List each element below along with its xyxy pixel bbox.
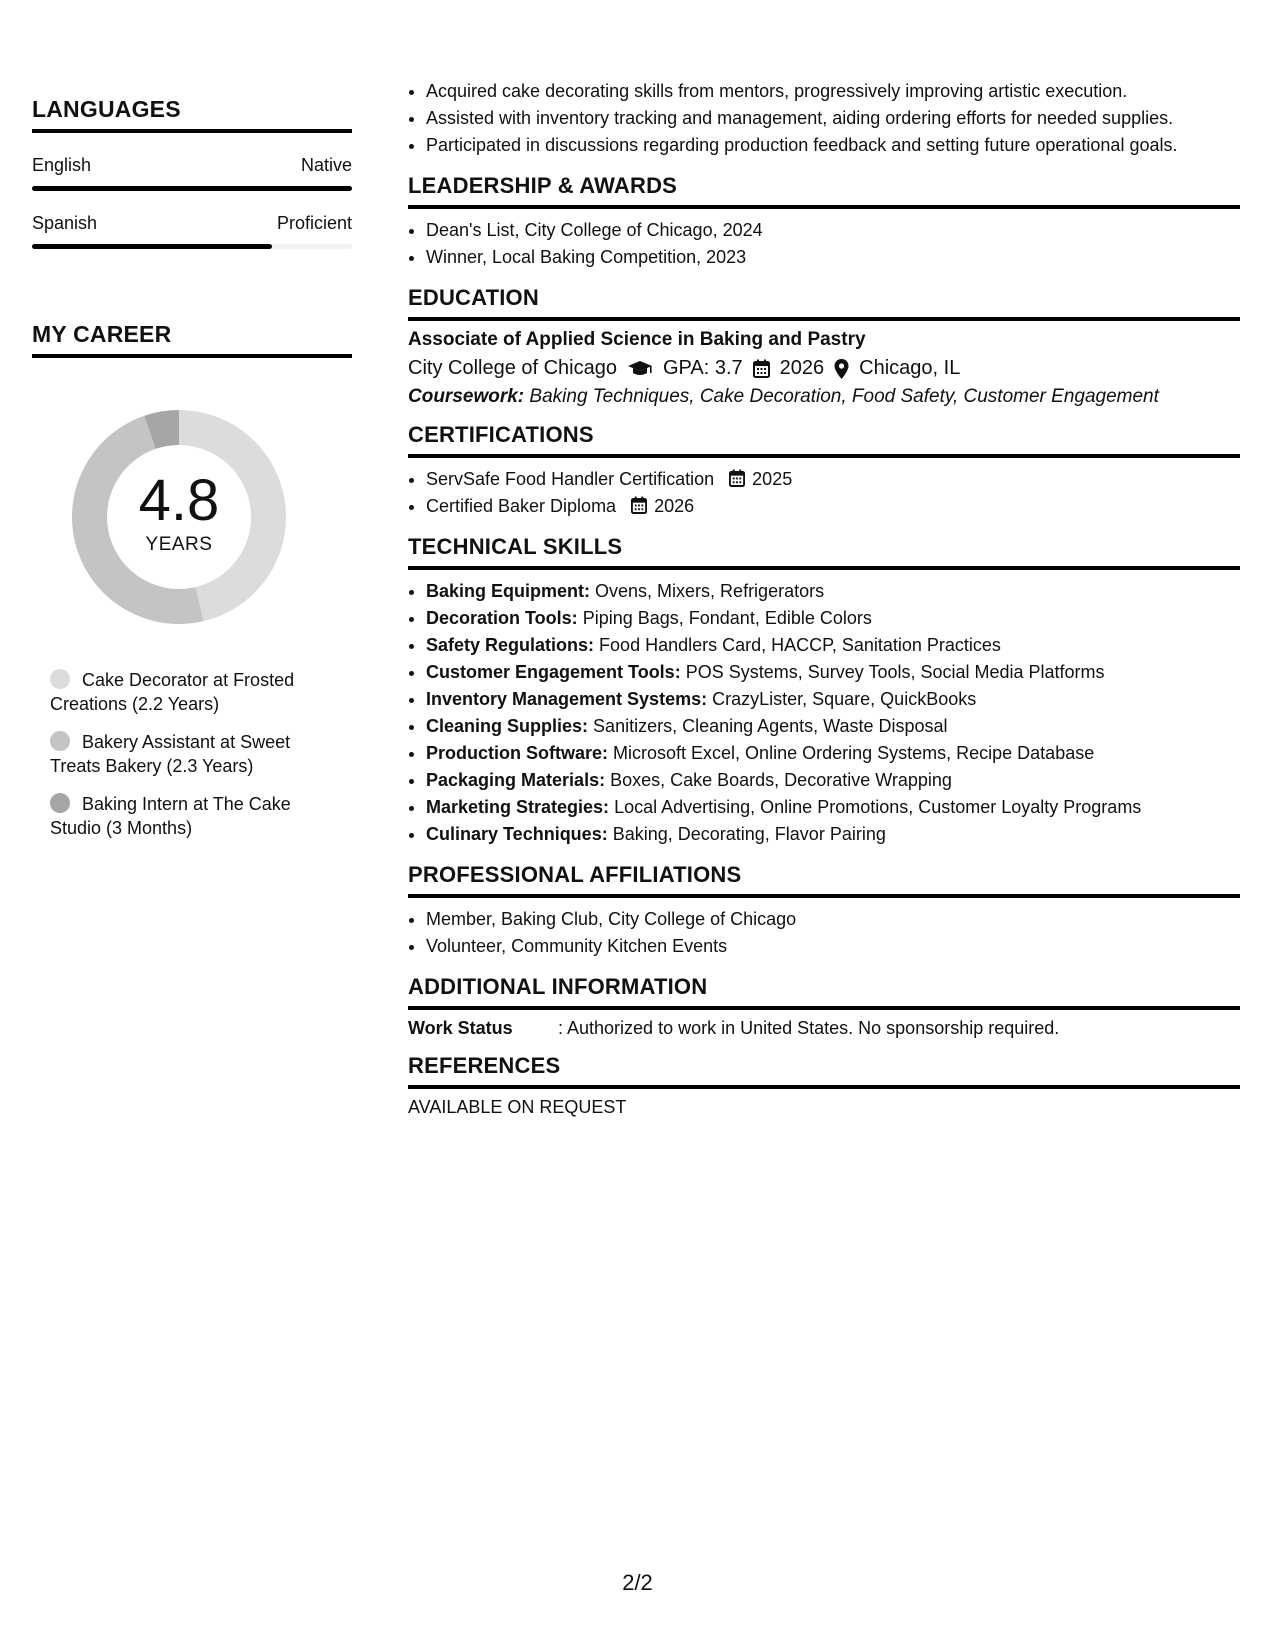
language-bar-fill xyxy=(32,186,352,191)
skill-value: Baking, Decorating, Flavor Pairing xyxy=(612,824,886,844)
skill-label: Decoration Tools: xyxy=(426,608,578,628)
education-gpa: GPA: 3.7 xyxy=(663,357,743,379)
coursework-label: Coursework: xyxy=(408,386,525,407)
work-status-value: : Authorized to work in United States. No sponsorship required. xyxy=(558,1018,1060,1038)
career-legend-item xyxy=(50,668,320,716)
language-item-spanish xyxy=(32,213,352,249)
education-details xyxy=(408,357,1240,380)
certification-name: Certified Baker Diploma xyxy=(426,496,617,516)
language-item-english xyxy=(32,155,352,191)
list-item: • Acquired cake decorating skills from mentors, progressively improving artistic execution. xyxy=(426,78,1240,105)
career-donut-chart xyxy=(64,402,294,632)
certification-year: 2026 xyxy=(654,496,695,516)
skill-label: Marketing Strategies: xyxy=(426,797,610,817)
list-item xyxy=(426,466,1240,493)
list-item: • Participated in discussions regarding production feedback and setting future operational goals. xyxy=(426,132,1240,159)
list-item xyxy=(426,493,1240,520)
skill-value: Ovens, Mixers, Refrigerators xyxy=(595,581,825,601)
skill-item xyxy=(426,578,1240,605)
education-year: 2026 xyxy=(779,357,825,379)
skill-item xyxy=(426,659,1240,686)
career-total-value: 4.8 xyxy=(138,468,220,533)
certifications-title: CERTIFICATIONS xyxy=(408,422,1240,458)
skill-item xyxy=(426,794,1240,821)
work-status-label: Work Status xyxy=(408,1018,513,1038)
list-item: • Winner, Local Baking Competition, 2023 xyxy=(426,244,1240,271)
skill-value: Local Advertising, Online Promotions, Customer Loyalty Programs xyxy=(614,797,1142,817)
language-level: Native xyxy=(300,155,352,175)
skill-item xyxy=(426,713,1240,740)
affiliations-list xyxy=(408,906,1240,960)
skill-value: CrazyLister, Square, QuickBooks xyxy=(712,689,977,709)
certification-year: 2025 xyxy=(752,469,793,489)
language-bar xyxy=(32,186,352,191)
education-title: EDUCATION xyxy=(408,285,1240,321)
page-number: 2/2 xyxy=(622,1570,653,1595)
location-pin-icon xyxy=(834,359,849,379)
language-level: Proficient xyxy=(276,213,352,233)
calendar-icon xyxy=(729,469,745,487)
right-column xyxy=(408,78,1240,1118)
skill-label: Customer Engagement Tools: xyxy=(426,662,681,682)
language-name: Spanish xyxy=(32,213,98,233)
leadership-title: LEADERSHIP & AWARDS xyxy=(408,173,1240,209)
calendar-icon xyxy=(631,496,647,514)
language-bar-fill xyxy=(32,244,272,249)
legend-dot xyxy=(50,793,70,813)
skill-label: Culinary Techniques: xyxy=(426,824,608,844)
skill-item xyxy=(426,821,1240,848)
languages-title: LANGUAGES xyxy=(32,96,352,133)
career-title: MY CAREER xyxy=(32,321,352,358)
skill-value: Microsoft Excel, Online Ordering Systems, Recipe Database xyxy=(613,743,1095,763)
skill-label: Packaging Materials: xyxy=(426,770,606,790)
left-column xyxy=(32,96,352,854)
career-legend-item xyxy=(50,792,320,840)
list-item: • Member, Baking Club, City College of Chicago xyxy=(426,906,1240,933)
skill-item xyxy=(426,605,1240,632)
references-text: AVAILABLE ON REQUEST xyxy=(408,1097,627,1117)
skill-label: Cleaning Supplies: xyxy=(426,716,589,736)
legend-dot xyxy=(50,669,70,689)
career-legend-item xyxy=(50,730,320,778)
skill-label: Production Software: xyxy=(426,743,609,763)
affiliations-title: PROFESSIONAL AFFILIATIONS xyxy=(408,862,1240,898)
list-item: • Assisted with inventory tracking and management, aiding ordering efforts for needed supplies. xyxy=(426,105,1240,132)
graduation-cap-icon xyxy=(627,360,653,378)
skill-value: POS Systems, Survey Tools, Social Media Platforms xyxy=(685,662,1105,682)
skill-label: Baking Equipment: xyxy=(426,581,591,601)
additional-info-title: ADDITIONAL INFORMATION xyxy=(408,974,1240,1010)
legend-dot xyxy=(50,731,70,751)
education-coursework xyxy=(408,386,1240,408)
experience-bullets xyxy=(408,78,1240,159)
skill-item xyxy=(426,632,1240,659)
skill-value: Piping Bags, Fondant, Edible Colors xyxy=(582,608,872,628)
skill-item xyxy=(426,767,1240,794)
skill-item xyxy=(426,686,1240,713)
legend-label: Bakery Assistant at Sweet Treats Bakery (2.3 Years) xyxy=(50,732,291,776)
list-item: • Volunteer, Community Kitchen Events xyxy=(426,933,1240,960)
language-bar xyxy=(32,244,352,249)
list-item: • Dean's List, City College of Chicago, 2024 xyxy=(426,217,1240,244)
skills-list xyxy=(408,578,1240,848)
certifications-list xyxy=(408,466,1240,520)
skill-label: Safety Regulations: xyxy=(426,635,595,655)
career-total-unit: YEARS xyxy=(145,534,213,555)
calendar-icon xyxy=(753,359,770,378)
skills-title: TECHNICAL SKILLS xyxy=(408,534,1240,570)
skill-value: Sanitizers, Cleaning Agents, Waste Disposal xyxy=(593,716,948,736)
education-school: City College of Chicago xyxy=(408,357,617,379)
legend-label: Baking Intern at The Cake Studio (3 Months) xyxy=(50,794,291,838)
skill-item xyxy=(426,740,1240,767)
certification-name: ServSafe Food Handler Certification xyxy=(426,469,715,489)
career-legend xyxy=(50,668,320,840)
legend-label: Cake Decorator at Frosted Creations (2.2 Years) xyxy=(50,670,295,714)
education-location: Chicago, IL xyxy=(859,357,961,379)
skill-value: Boxes, Cake Boards, Decorative Wrapping xyxy=(610,770,952,790)
language-name: English xyxy=(32,155,92,175)
references-title: REFERENCES xyxy=(408,1053,1240,1089)
work-status-row xyxy=(408,1018,1240,1039)
education-degree: Associate of Applied Science in Baking and Pastry xyxy=(408,329,866,350)
leadership-list xyxy=(408,217,1240,271)
skill-value: Food Handlers Card, HACCP, Sanitation Practices xyxy=(599,635,1001,655)
coursework-text: Baking Techniques, Cake Decoration, Food Safety, Customer Engagement xyxy=(529,386,1159,407)
skill-label: Inventory Management Systems: xyxy=(426,689,708,709)
